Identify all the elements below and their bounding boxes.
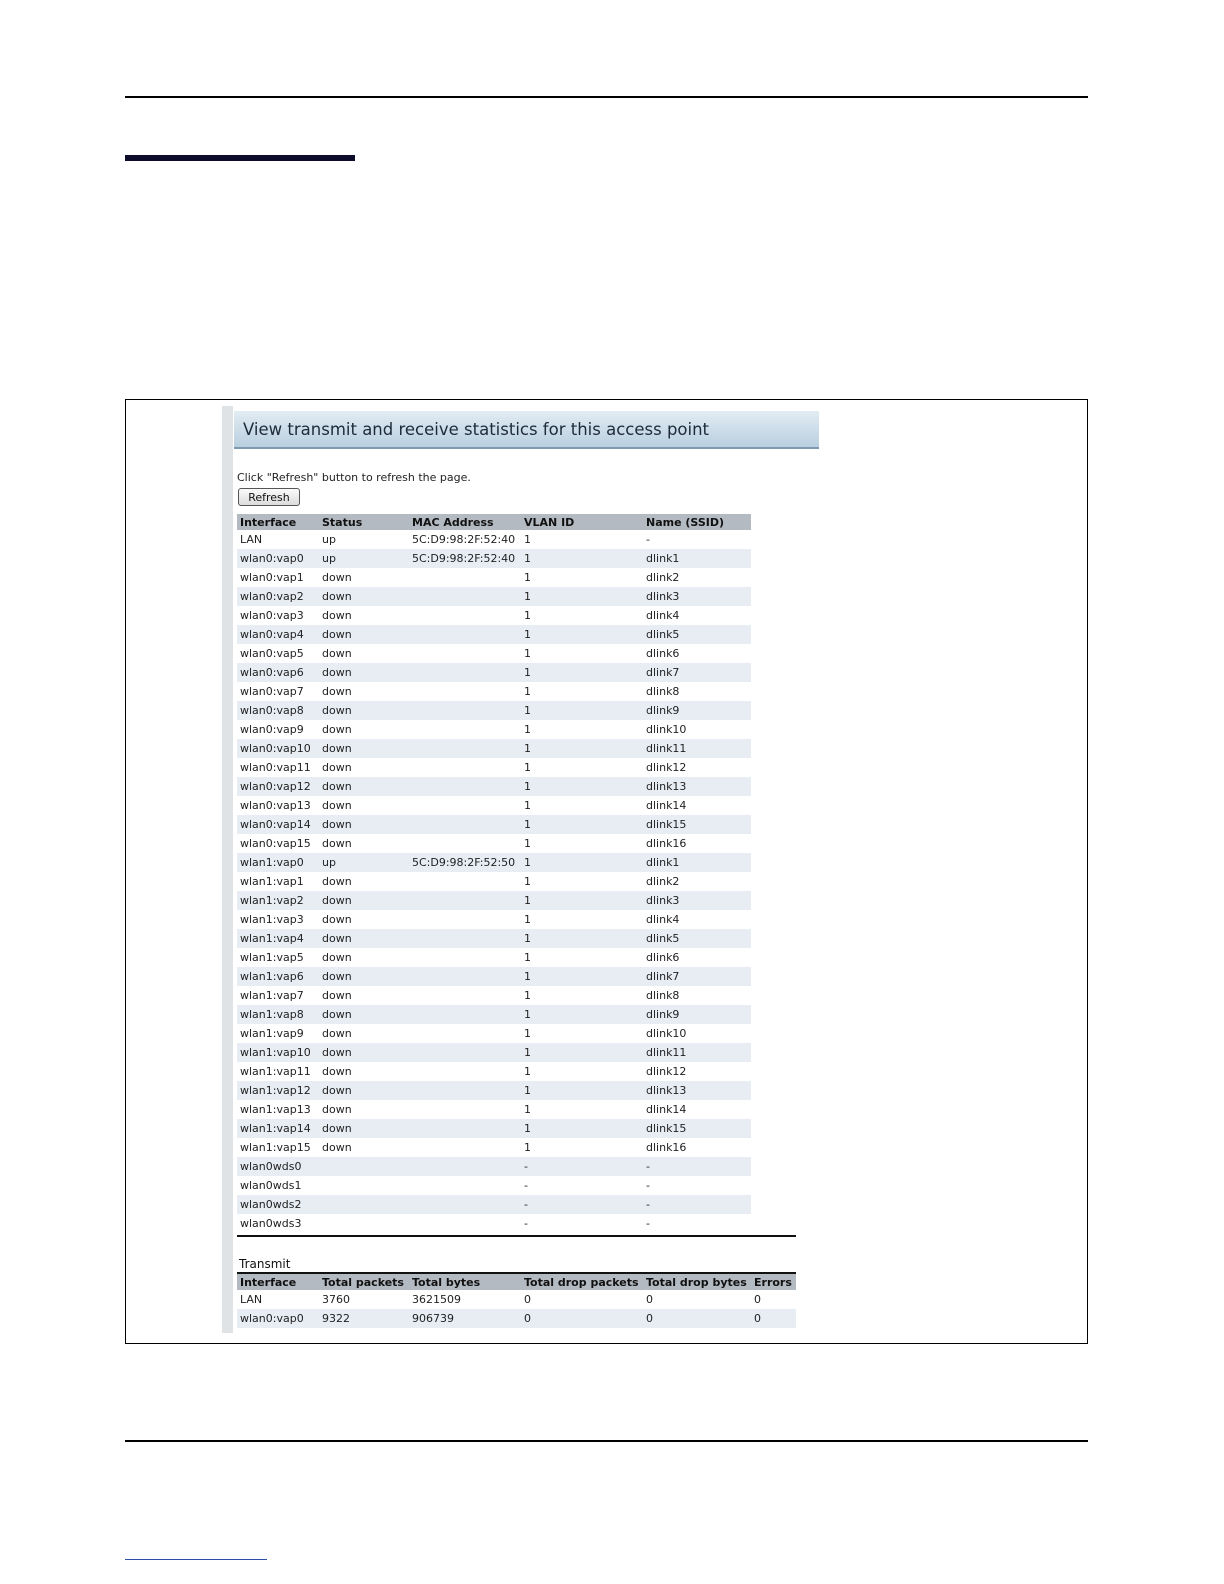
cell-mac-address <box>409 720 521 739</box>
cell-ssid: dlink14 <box>646 799 687 812</box>
interface-row <box>237 1214 751 1233</box>
cell-ssid: dlink4 <box>646 609 680 622</box>
cell-status: down <box>322 1027 352 1040</box>
cell-status <box>319 1195 409 1214</box>
cell-interface: wlan0wds3 <box>240 1217 302 1230</box>
cell-interface: wlan1:vap2 <box>237 891 319 910</box>
interface-row <box>237 720 751 739</box>
cell-ssid: dlink8 <box>646 685 680 698</box>
cell-mac-address <box>409 1138 521 1157</box>
cell-mac-address <box>409 1195 521 1214</box>
interface-row <box>237 663 751 682</box>
interface-row <box>237 739 751 758</box>
cell-interface: wlan1:vap4 <box>237 929 319 948</box>
transmit-table-header <box>237 1274 796 1290</box>
cell-ssid: dlink16 <box>646 1141 687 1154</box>
cell-status: up <box>319 549 409 568</box>
interface-row <box>237 1176 751 1195</box>
cell-ssid: dlink6 <box>646 647 680 660</box>
cell-vlan-id: 1 <box>524 761 531 774</box>
cell-vlan-id: 1 <box>524 799 531 812</box>
cell-status: down <box>322 913 352 926</box>
cell-vlan-id: 1 <box>521 1081 643 1100</box>
cell-ssid: - <box>643 1195 751 1214</box>
cell-mac-address <box>409 663 521 682</box>
cell-vlan-id: 1 <box>524 723 531 736</box>
interface-row <box>237 682 751 701</box>
cell-total-bytes: 906739 <box>409 1309 521 1328</box>
cell-status <box>319 1157 409 1176</box>
cell-vlan-id: 1 <box>521 929 643 948</box>
cell-vlan-id: 1 <box>521 549 643 568</box>
cell-vlan-id: 1 <box>521 1043 643 1062</box>
cell-vlan-id: 1 <box>521 853 643 872</box>
cell-ssid: dlink13 <box>643 1081 751 1100</box>
cell-mac-address <box>409 1081 521 1100</box>
cell-interface: wlan0:vap10 <box>237 739 319 758</box>
col-header-interface: Interface <box>237 1274 319 1290</box>
cell-total-drop-packets: 0 <box>521 1309 643 1328</box>
interface-row <box>237 834 751 853</box>
cell-ssid: dlink7 <box>643 663 751 682</box>
interface-row <box>237 1043 751 1062</box>
cell-ssid: dlink10 <box>646 723 687 736</box>
cell-ssid: dlink5 <box>643 929 751 948</box>
cell-status: down <box>319 663 409 682</box>
cell-mac-address <box>409 1100 521 1119</box>
cell-status: down <box>322 1065 352 1078</box>
cell-interface: wlan0:vap6 <box>237 663 319 682</box>
col-header-status: Status <box>319 514 409 530</box>
cell-status: up <box>322 533 336 546</box>
section-title-bar <box>125 155 355 161</box>
cell-vlan-id: 1 <box>524 609 531 622</box>
cell-ssid: dlink9 <box>643 1005 751 1024</box>
cell-status: down <box>319 739 409 758</box>
cell-interface: wlan0:vap15 <box>240 837 311 850</box>
cell-interface: wlan0wds2 <box>237 1195 319 1214</box>
cell-vlan-id: 1 <box>521 625 643 644</box>
cell-interface: wlan0:vap14 <box>237 815 319 834</box>
cell-vlan-id: 1 <box>521 739 643 758</box>
cell-interface: LAN <box>240 1293 263 1306</box>
cell-mac-address <box>409 967 521 986</box>
cell-status: down <box>322 571 352 584</box>
cell-interface: wlan0:vap8 <box>237 701 319 720</box>
interface-row <box>237 644 751 663</box>
cell-ssid: dlink12 <box>646 761 687 774</box>
cell-status: down <box>322 1141 352 1154</box>
cell-interface: wlan0wds1 <box>240 1179 302 1192</box>
col-header-interface: Interface <box>237 514 319 530</box>
cell-interface: wlan0:vap3 <box>240 609 304 622</box>
cell-mac-address <box>409 625 521 644</box>
cell-interface: wlan1:vap12 <box>237 1081 319 1100</box>
cell-mac-address <box>409 796 521 815</box>
cell-interface: wlan0:vap0 <box>237 1309 319 1328</box>
cell-status: down <box>319 1043 409 1062</box>
cell-interface: wlan1:vap7 <box>240 989 304 1002</box>
cell-mac-address <box>409 1119 521 1138</box>
interface-row <box>237 1157 751 1176</box>
cell-status: down <box>322 989 352 1002</box>
cell-mac-address: 5C:D9:98:2F:52:40 <box>412 533 516 546</box>
cell-vlan-id: 1 <box>524 1065 531 1078</box>
interface-row <box>237 948 751 967</box>
cell-vlan-id: 1 <box>521 663 643 682</box>
cell-status: down <box>322 723 352 736</box>
cell-total-drop-bytes: 0 <box>646 1293 653 1306</box>
cell-mac-address <box>409 872 521 891</box>
cell-interface: wlan1:vap11 <box>240 1065 311 1078</box>
interface-status-table <box>237 514 751 1233</box>
cell-interface: wlan0:vap0 <box>237 549 319 568</box>
cell-ssid: dlink10 <box>646 1027 687 1040</box>
cell-vlan-id: - <box>521 1157 643 1176</box>
cell-mac-address <box>409 587 521 606</box>
cell-interface: wlan1:vap0 <box>237 853 319 872</box>
cell-ssid: dlink9 <box>643 701 751 720</box>
cell-mac-address <box>409 606 521 625</box>
cell-vlan-id: 1 <box>521 701 643 720</box>
cell-vlan-id: 1 <box>524 951 531 964</box>
cell-ssid: dlink14 <box>646 1103 687 1116</box>
cell-mac-address <box>409 891 521 910</box>
cell-total-drop-packets: 0 <box>524 1293 531 1306</box>
cell-mac-address <box>409 910 521 929</box>
interface-row <box>237 929 751 948</box>
panel-title: View transmit and receive statistics for this access point <box>243 420 710 439</box>
cell-status: down <box>319 777 409 796</box>
cell-interface: wlan0:vap13 <box>240 799 311 812</box>
interface-row <box>237 1081 751 1100</box>
cell-mac-address <box>409 948 521 967</box>
cell-status: down <box>319 587 409 606</box>
cell-interface: wlan0:vap12 <box>237 777 319 796</box>
cell-mac-address <box>409 1005 521 1024</box>
footer-link-underline <box>125 1559 267 1560</box>
cell-status: down <box>319 815 409 834</box>
interface-row <box>237 1138 751 1157</box>
cell-mac-address <box>409 834 521 853</box>
transmit-section-title: Transmit <box>239 1257 291 1271</box>
footer-rule <box>125 1440 1088 1442</box>
cell-status: down <box>322 609 352 622</box>
cell-vlan-id: 1 <box>524 875 531 888</box>
cell-vlan-id: 1 <box>521 1005 643 1024</box>
interface-table-header <box>237 514 751 530</box>
cell-ssid: dlink6 <box>646 951 680 964</box>
cell-interface: wlan1:vap3 <box>240 913 304 926</box>
cell-mac-address <box>409 1062 521 1081</box>
interface-row <box>237 967 751 986</box>
refresh-instruction: Click "Refresh" button to refresh the page. <box>237 471 471 484</box>
interface-row <box>237 625 751 644</box>
cell-vlan-id: 1 <box>521 587 643 606</box>
cell-ssid: - <box>646 1217 650 1230</box>
cell-ssid: dlink5 <box>643 625 751 644</box>
cell-ssid: - <box>646 1179 650 1192</box>
cell-ssid: dlink15 <box>643 1119 751 1138</box>
cell-mac-address <box>409 986 521 1005</box>
interface-row <box>237 815 751 834</box>
col-header-total-packets: Total packets <box>319 1274 409 1290</box>
interface-row <box>237 777 751 796</box>
panel-banner <box>234 411 819 449</box>
cell-ssid: dlink8 <box>646 989 680 1002</box>
cell-interface: wlan0:vap1 <box>240 571 304 584</box>
cell-interface: wlan1:vap9 <box>240 1027 304 1040</box>
interface-row <box>237 872 751 891</box>
transmit-row <box>237 1309 796 1328</box>
cell-status: down <box>319 891 409 910</box>
cell-status: down <box>319 967 409 986</box>
interface-row <box>237 1119 751 1138</box>
cell-interface: wlan1:vap6 <box>237 967 319 986</box>
cell-total-packets: 9322 <box>319 1309 409 1328</box>
cell-status: down <box>319 1005 409 1024</box>
cell-ssid: dlink15 <box>643 815 751 834</box>
interface-row <box>237 1062 751 1081</box>
cell-status: down <box>322 685 352 698</box>
cell-status: down <box>319 701 409 720</box>
refresh-button[interactable]: Refresh <box>238 488 300 506</box>
cell-ssid: dlink1 <box>643 549 751 568</box>
cell-ssid: - <box>646 533 650 546</box>
col-header-ssid: Name (SSID) <box>643 514 751 530</box>
cell-ssid: dlink1 <box>643 853 751 872</box>
interface-row <box>237 1024 751 1043</box>
table-divider <box>237 1235 796 1237</box>
cell-status: down <box>322 799 352 812</box>
cell-status: down <box>322 1103 352 1116</box>
cell-vlan-id: 1 <box>524 913 531 926</box>
cell-ssid: dlink3 <box>643 587 751 606</box>
col-header-total-bytes: Total bytes <box>409 1274 521 1290</box>
cell-interface: wlan1:vap15 <box>240 1141 311 1154</box>
cell-vlan-id: 1 <box>524 685 531 698</box>
cell-vlan-id: 1 <box>524 1027 531 1040</box>
cell-ssid: dlink2 <box>646 875 680 888</box>
cell-interface: wlan0:vap7 <box>240 685 304 698</box>
interface-row <box>237 587 751 606</box>
interface-row <box>237 568 751 587</box>
cell-interface: wlan0:vap5 <box>240 647 304 660</box>
cell-interface: wlan1:vap1 <box>240 875 304 888</box>
col-header-total-drop-packets: Total drop packets <box>521 1274 643 1290</box>
cell-ssid: dlink4 <box>646 913 680 926</box>
cell-mac-address <box>409 682 521 701</box>
interface-row <box>237 549 751 568</box>
cell-vlan-id: 1 <box>524 837 531 850</box>
cell-ssid: - <box>643 1157 751 1176</box>
cell-interface: wlan0:vap11 <box>240 761 311 774</box>
cell-ssid: dlink12 <box>646 1065 687 1078</box>
transmit-row <box>237 1290 796 1309</box>
cell-ssid: dlink16 <box>646 837 687 850</box>
cell-interface: wlan0:vap9 <box>240 723 304 736</box>
cell-status: down <box>319 929 409 948</box>
cell-vlan-id: 1 <box>524 533 531 546</box>
cell-interface: wlan1:vap13 <box>240 1103 311 1116</box>
cell-mac-address <box>409 644 521 663</box>
cell-vlan-id: 1 <box>521 777 643 796</box>
cell-interface: wlan1:vap14 <box>237 1119 319 1138</box>
cell-total-drop-bytes: 0 <box>643 1309 751 1328</box>
header-rule <box>125 96 1088 98</box>
cell-mac-address <box>409 1043 521 1062</box>
cell-mac-address <box>409 758 521 777</box>
cell-mac-address <box>409 1157 521 1176</box>
cell-status: up <box>319 853 409 872</box>
cell-interface: wlan1:vap8 <box>237 1005 319 1024</box>
cell-errors: 0 <box>751 1309 796 1328</box>
cell-errors: 0 <box>754 1293 761 1306</box>
transmit-statistics-table <box>237 1274 796 1328</box>
cell-interface: wlan1:vap10 <box>237 1043 319 1062</box>
cell-vlan-id: 1 <box>524 989 531 1002</box>
interface-row <box>237 1100 751 1119</box>
interface-row <box>237 796 751 815</box>
cell-status <box>319 1214 409 1233</box>
cell-status <box>319 1176 409 1195</box>
cell-status: down <box>322 951 352 964</box>
cell-vlan-id: 1 <box>524 1103 531 1116</box>
interface-row <box>237 701 751 720</box>
cell-mac-address <box>409 815 521 834</box>
cell-interface: LAN <box>240 533 263 546</box>
interface-row <box>237 910 751 929</box>
cell-status: down <box>322 875 352 888</box>
cell-mac-address: 5C:D9:98:2F:52:50 <box>409 853 521 872</box>
cell-mac-address <box>409 1024 521 1043</box>
cell-interface: wlan0:vap2 <box>237 587 319 606</box>
cell-ssid: dlink2 <box>646 571 680 584</box>
cell-mac-address <box>409 929 521 948</box>
col-header-vlan-id: VLAN ID <box>521 514 643 530</box>
cell-vlan-id: 1 <box>521 1119 643 1138</box>
cell-status: down <box>322 647 352 660</box>
interface-row <box>237 606 751 625</box>
interface-row <box>237 1005 751 1024</box>
cell-ssid: dlink3 <box>643 891 751 910</box>
cell-interface: wlan1:vap5 <box>240 951 304 964</box>
cell-ssid: dlink11 <box>643 1043 751 1062</box>
col-header-mac-address: MAC Address <box>409 514 521 530</box>
cell-mac-address <box>409 1176 521 1195</box>
cell-vlan-id: - <box>524 1217 528 1230</box>
cell-interface: wlan0wds0 <box>237 1157 319 1176</box>
interface-row <box>237 853 751 872</box>
cell-ssid: dlink13 <box>643 777 751 796</box>
interface-row <box>237 891 751 910</box>
cell-vlan-id: 1 <box>524 571 531 584</box>
cell-status: down <box>319 625 409 644</box>
cell-vlan-id: 1 <box>521 967 643 986</box>
cell-vlan-id: 1 <box>524 1141 531 1154</box>
cell-mac-address <box>409 701 521 720</box>
cell-ssid: dlink7 <box>643 967 751 986</box>
cell-total-packets: 3760 <box>322 1293 350 1306</box>
cell-vlan-id: 1 <box>524 647 531 660</box>
interface-row <box>237 986 751 1005</box>
interface-row <box>237 758 751 777</box>
cell-ssid: dlink11 <box>643 739 751 758</box>
screenshot-panel <box>222 406 819 1333</box>
col-header-errors: Errors <box>751 1274 796 1290</box>
cell-mac-address <box>409 777 521 796</box>
cell-status: down <box>319 1119 409 1138</box>
cell-vlan-id: 1 <box>521 891 643 910</box>
cell-vlan-id: 1 <box>521 815 643 834</box>
interface-row <box>237 530 751 549</box>
cell-status: down <box>319 1081 409 1100</box>
col-header-total-drop-bytes: Total drop bytes <box>643 1274 751 1290</box>
cell-mac-address <box>409 568 521 587</box>
interface-row <box>237 1195 751 1214</box>
cell-mac-address <box>409 1214 521 1233</box>
cell-total-bytes: 3621509 <box>412 1293 461 1306</box>
cell-status: down <box>322 837 352 850</box>
cell-status: down <box>322 761 352 774</box>
cell-mac-address <box>409 739 521 758</box>
cell-vlan-id: - <box>524 1179 528 1192</box>
cell-interface: wlan0:vap4 <box>237 625 319 644</box>
cell-vlan-id: - <box>521 1195 643 1214</box>
cell-mac-address: 5C:D9:98:2F:52:40 <box>409 549 521 568</box>
